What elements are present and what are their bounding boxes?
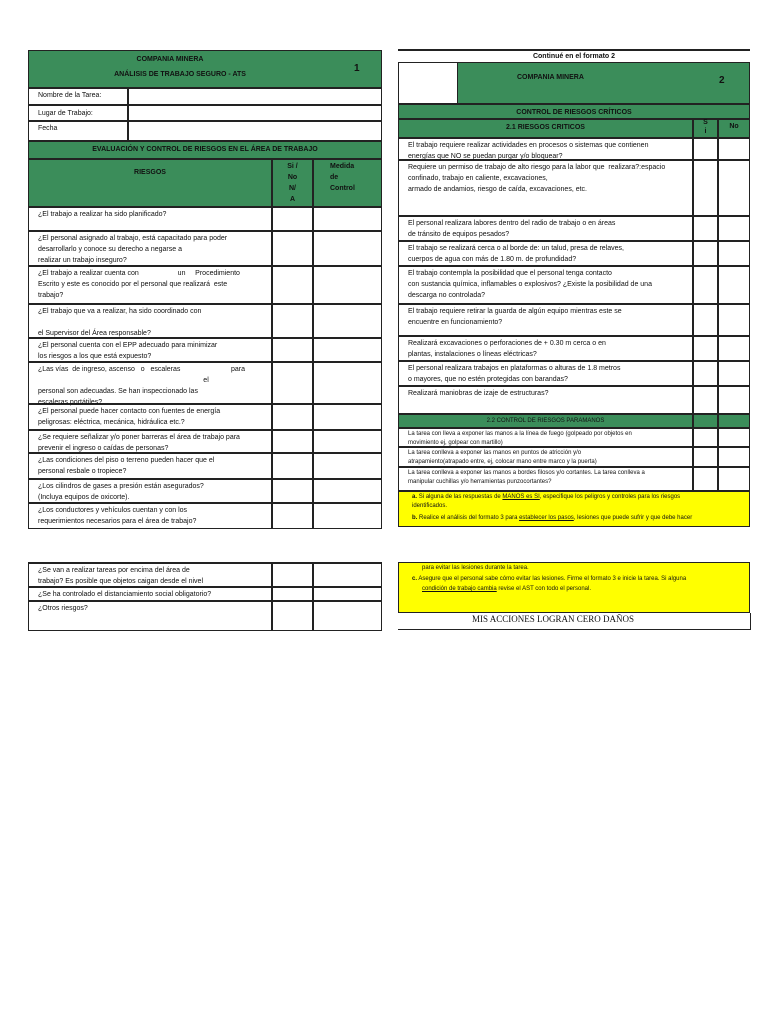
paramano-text: La tarea conlleva a exponer las manos a bordes filosos y/o cortantes. La tarea conlleva a manipular cuchillas y/o herramientas punzocortantes?: [408, 470, 645, 485]
note-a-post: , especifique los peligros y controles para los riesgos identificados.: [412, 494, 681, 509]
note-c-post: revise el AST con todo el personal.: [496, 586, 591, 592]
paramano-header-si: [693, 414, 718, 428]
question-text: ¿El personal cuenta con el EPP adecuado para minimizar los riesgos a los que está expuesto?: [38, 342, 218, 360]
question-cont-text: ¿Se ha controlado el distanciamiento social obligatorio?: [38, 591, 212, 598]
question-answer-cell[interactable]: [313, 404, 382, 430]
critical-answer-cell[interactable]: [718, 336, 750, 361]
question-text: ¿Las condiciones del piso o terreno pueden hacer que el personal resbale o tropiece?: [38, 457, 215, 475]
paramano-answer-cell[interactable]: [693, 428, 718, 447]
question-answer-cell[interactable]: [272, 362, 313, 404]
question-answer-cell[interactable]: [313, 430, 382, 453]
question-answer-cell[interactable]: [272, 453, 313, 479]
form1-section-title: EVALUACIÓN Y CONTROL DE RIESGOS EN EL ÁREA DE TRABAJO: [92, 146, 318, 153]
work-place-input[interactable]: [128, 105, 382, 121]
question-text: ¿El trabajo a realizar ha sido planificado?: [38, 211, 167, 218]
question-answer-cell[interactable]: [272, 338, 313, 362]
note-b-pre: Realice el análisis del formato 3 para: [419, 515, 520, 521]
form1-title: ANÁLISIS DE TRABAJO SEGURO - ATS: [114, 71, 246, 78]
critical-answer-cell[interactable]: [718, 216, 750, 241]
question-answer-cell[interactable]: [313, 479, 382, 503]
si-no-col-label: Si / No N/ A: [287, 163, 298, 203]
si-col-label: S i: [703, 119, 708, 135]
question-answer-cell[interactable]: [272, 503, 313, 529]
field-work-place-label: Lugar de Trabajo:: [38, 110, 93, 117]
note-c-label: c.: [412, 576, 418, 582]
question-cont-text: ¿Se van a realizar tareas por encima del área de trabajo? Es posible que objetos caigan desde el nivel: [38, 567, 204, 585]
question-cont-answer-cell[interactable]: [313, 601, 382, 631]
note-c-underline: condición de trabajo cambia: [422, 586, 497, 592]
paramano-answer-cell[interactable]: [693, 447, 718, 467]
note-c: [412, 574, 748, 594]
paramano-answer-cell[interactable]: [718, 428, 750, 447]
note-c-line1: Asegure que el personal sabe cómo evitar las lesiones. Firme el formato 3 e inicie la tarea. Si alguna: [418, 576, 687, 582]
question-answer-cell[interactable]: [313, 266, 382, 304]
critical-answer-cell[interactable]: [693, 216, 718, 241]
critical-text: El personal realizara labores dentro del radio de trabajo o en áreas de tránsito de equipos pesados?: [408, 220, 616, 238]
field-date-label: Fecha: [38, 125, 58, 132]
form2-number: 2: [719, 75, 725, 86]
critical-text: El trabajo se realizará cerca o al borde de: un talud, presa de relaves, cuerpos de agua con más de 1.80 m. de profundidad?: [408, 245, 624, 263]
critical-text: El trabajo requiere retirar la guarda de algún equipo mientras este se encuentre en funcionamiento?: [408, 308, 622, 326]
form1-company: COMPANIA MINERA: [136, 56, 204, 63]
critical-answer-cell[interactable]: [693, 336, 718, 361]
task-name-input[interactable]: [128, 88, 382, 105]
paramano-title: 2.2 CONTROL DE RIESGOS PARAMANOS: [486, 418, 605, 424]
question-answer-cell[interactable]: [272, 430, 313, 453]
critical-answer-cell[interactable]: [718, 160, 750, 216]
question-answer-cell[interactable]: [272, 304, 313, 338]
critical-answer-cell[interactable]: [718, 386, 750, 414]
critical-subtitle: 2.1 RIESGOS CRITICOS: [506, 124, 585, 131]
question-answer-cell[interactable]: [313, 503, 382, 529]
paramano-answer-cell[interactable]: [693, 467, 718, 491]
critical-text: El personal realizara trabajos en plataformas o alturas de 1.8 metros o mayores, que no estén protegidas con barandas?: [408, 365, 621, 383]
critical-answer-cell[interactable]: [718, 361, 750, 386]
note-b-post: , lesiones que puede sufrir y que debe hacer: [573, 515, 693, 521]
note-b-label: b.: [412, 515, 418, 521]
critical-text: Realizará maniobras de izaje de estructuras?: [408, 390, 549, 397]
critical-answer-cell[interactable]: [693, 266, 718, 304]
form2-header-fill: [458, 63, 749, 103]
critical-answer-cell[interactable]: [693, 160, 718, 216]
footer-slogan: MIS ACCIONES LOGRAN CERO DAÑOS: [471, 614, 635, 624]
note-b-cont: para evitar las lesiones durante la tarea.: [422, 565, 529, 571]
question-text: ¿Los cilindros de gases a presión están asegurados? (Incluya equipos de oxicorte).: [38, 483, 204, 501]
question-text: ¿El personal asignado al trabajo, está capacitado para poder desarrollarlo y conoce su derecho a negarse a realizar un trabajo inseguro?: [38, 235, 228, 264]
paramano-text: La tarea con lleva a exponer las manos a la línea de fuego (golpeado por objetos en movimiento ej, golpear con martillo): [408, 431, 632, 446]
question-text: ¿Los conductores y vehículos cuentan y con los requerimientos necesarios para el área de trabajo?: [38, 507, 197, 525]
question-cont-text: ¿Otros riesgos?: [38, 605, 88, 612]
critical-text: El trabajo contempla la posibilidad que el personal tenga contacto con sustancia química, inflamables o explosivos? ¿Existe la posibilidad de una descarga no controlada?: [408, 270, 652, 299]
question-answer-cell[interactable]: [313, 362, 382, 404]
question-answer-cell[interactable]: [272, 207, 313, 231]
question-answer-cell[interactable]: [272, 479, 313, 503]
form1-number: 1: [354, 63, 360, 74]
question-answer-cell[interactable]: [313, 304, 382, 338]
critical-answer-cell[interactable]: [693, 241, 718, 266]
critical-answer-cell[interactable]: [693, 361, 718, 386]
no-col-label: No: [729, 123, 739, 130]
question-cont-answer-cell[interactable]: [313, 563, 382, 587]
note-a: [412, 493, 742, 511]
date-input[interactable]: [128, 121, 382, 141]
question-cont-answer-cell[interactable]: [272, 563, 313, 587]
critical-text: Realizará excavaciones o perforaciones de + 0.30 m cerca o en plantas, instalaciones o líneas eléctricas?: [408, 340, 606, 358]
critical-answer-cell[interactable]: [718, 138, 750, 160]
field-task-name-label: Nombre de la Tarea:: [38, 92, 102, 99]
question-answer-cell[interactable]: [272, 231, 313, 266]
note-a-pre: Si alguna de las respuestas de: [418, 494, 503, 500]
form2-company: COMPANIA MINERA: [517, 74, 584, 81]
critical-answer-cell[interactable]: [718, 266, 750, 304]
question-answer-cell[interactable]: [272, 404, 313, 430]
question-text: ¿El trabajo que va a realizar, ha sido coordinado con el Supervisor del Área responsable?: [38, 308, 202, 337]
continue-note: Continué en el formato 2: [532, 53, 616, 60]
question-answer-cell[interactable]: [272, 266, 313, 304]
paramano-answer-cell[interactable]: [718, 467, 750, 491]
question-answer-cell[interactable]: [313, 453, 382, 479]
note-a-underline: MANOS es SI: [502, 494, 540, 500]
riesgos-col-label: RIESGOS: [134, 169, 166, 176]
note-b: [412, 514, 748, 523]
note-b-underline: establecer los pasos: [519, 515, 574, 521]
medida-col-label: Medida de Control: [330, 163, 355, 192]
paramano-answer-cell[interactable]: [718, 447, 750, 467]
critical-answer-cell[interactable]: [718, 304, 750, 336]
question-cont-answer-cell[interactable]: [272, 587, 313, 601]
note-a-label: a.: [412, 494, 418, 500]
critical-answer-cell[interactable]: [693, 138, 718, 160]
question-text: ¿Se requiere señalizar y/o poner barreras el área de trabajo para prevenir el ingreso o caídas de personas?: [38, 434, 240, 452]
critical-answer-cell[interactable]: [718, 241, 750, 266]
critical-text: El trabajo requiere realizar actividades en procesos o sistemas que contienen energías que NO se puedan purgar y/o bloquear?: [408, 142, 649, 160]
form2-section-title: CONTROL DE RIESGOS CRÍTICOS: [516, 109, 632, 116]
question-answer-cell[interactable]: [313, 231, 382, 266]
question-cont-answer-cell[interactable]: [272, 601, 313, 631]
question-answer-cell[interactable]: [313, 338, 382, 362]
question-text: ¿El personal puede hacer contacto con fuentes de energía peligrosas: eléctrica, mecánica, hidráulica etc.?: [38, 408, 221, 426]
paramano-header-no: [718, 414, 750, 428]
question-text: ¿Las vías de ingreso, ascenso o escaleras para el personal son adecuadas. Se han inspeccionado las escaleras portátiles?: [38, 366, 245, 406]
question-cont-answer-cell[interactable]: [313, 587, 382, 601]
question-answer-cell[interactable]: [313, 207, 382, 231]
question-text: ¿El trabajo a realizar cuenta con un Procedimiento Escrito y este es conocido por el personal que realizará este trabajo?: [38, 270, 240, 299]
riesgos-col-header: [28, 159, 272, 207]
critical-answer-cell[interactable]: [693, 386, 718, 414]
paramano-text: La tarea conlleva a exponer las manos en puntos de atricción y/o atrapamiento(atrapado entre, ej, colocar mano entre marco y la puerta): [408, 450, 597, 465]
critical-answer-cell[interactable]: [693, 304, 718, 336]
critical-text: Requiere un permiso de trabajo de alto riesgo para la labor que realizara?:espacio confinado, trabajo en caliente, excavaciones, armado de andamios, riesgo de caída, excavaciones, etc.: [408, 164, 666, 193]
